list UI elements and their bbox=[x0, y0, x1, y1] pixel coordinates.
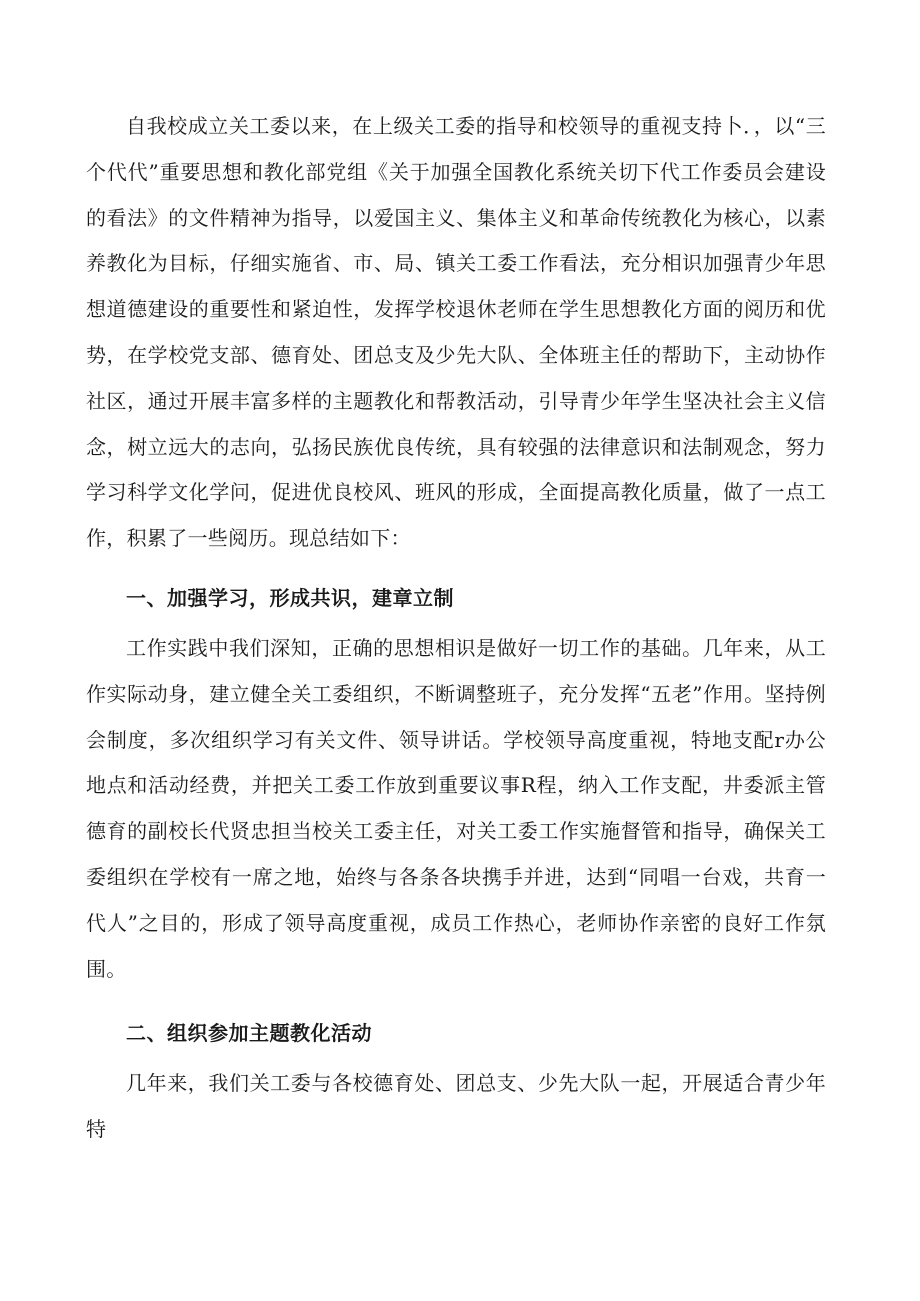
section-1-heading: 一、加强学习，形成共识，建章立制 bbox=[126, 585, 454, 610]
section-1-paragraph: 工作实践中我们深知，正确的思想相识是做好一切工作的基础。几年来，从工作实际动身，建立健全关工委组织，不断调整班子，充分发挥“五老”作用。坚持例会制度，多次组织学习有关文件、领导讲话。学校领导高度重视，特地支配r办公地点和活动经费，并把关工委工作放到重要议事R程，纳入工作支配，井委派主管德育的副校长代贤忠担当校关工委主任，对关工委工作实施督管和指导，确保关工委组织在学校有一席之地，始终与各条各块携手并进，达到“同唱一台戏，共育一代人”之目的，形成了领导高度重视，成员工作热心，老师协作亲密的良好工作氛围。 bbox=[86, 635, 826, 981]
section-2-paragraph: 几年来，我们关工委与各校德育处、团总支、少先大队一起，开展适合青少年特 bbox=[86, 1071, 826, 1142]
section-2-heading: 二、组织参加主题教化活动 bbox=[126, 1021, 372, 1046]
document-page bbox=[86, 104, 826, 1153]
intro-paragraph: 自我校成立关工委以来，在上级关工委的指导和校领导的重视支持卜．，以“三个代代”重要思想和教化部党组《关于加强全国教化系统关切下代工作委员会建设的看法》的文件精神为指导，以爱国主义、集体主义和革命传统教化为核心，以素养教化为目标，仔细实施省、市、局、镇关工委工作看法，充分相识加强青少年思想道德建设的重要性和紧迫性，发挥学校退休老师在学生思想教化方面的阅历和优势，在学校党支部、德育处、团总支及少先大队、全体班主任的帮助下，主动协作社区，通过开展丰富多样的主题教化和帮教活动，引导青少年学生坚决社会主义信念，树立远大的志向，弘扬民族优良传统，具有较强的法律意识和法制观念，努力学习科学文化学问，促进优良校风、班风的形成，全面提高教化质量，做了一点工作，积累了一些阅历。现总结如下： bbox=[86, 114, 826, 551]
